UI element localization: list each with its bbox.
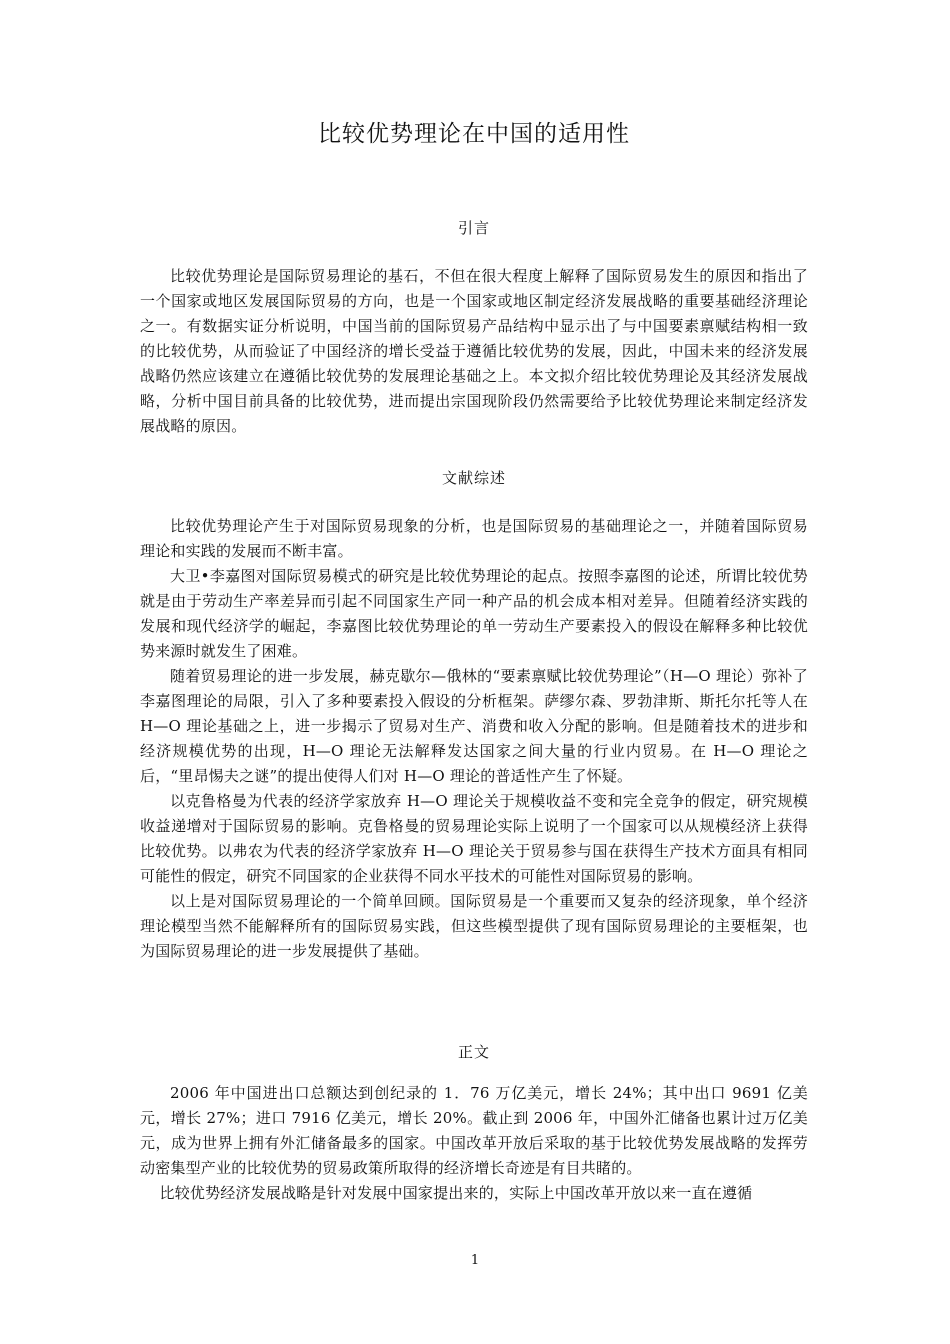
paragraph: 以克鲁格曼为代表的经济学家放弃 H—O 理论关于规模收益不变和完全竞争的假定，研究规模收益递增对于国际贸易的影响。克鲁格曼的贸易理论实际上说明了一个国家可以从规模经济上获得比较优势。以弗农为代表的经济学家放弃 H—O 理论关于贸易参与国在获得生产技术方面具有相同可能性的假定，研究不同国家的企业获得不同水平技术的可能性对国际贸易的影响。	[140, 792, 808, 885]
page-number: 1	[470, 1253, 480, 1268]
paragraph: 2006 年中国进出口总额达到创纪录的 1．76 万亿美元，增长 24%；其中出口 9691 亿美元，增长 27%；进口 7916 亿美元，增长 20%。截止到 2006 年，中国外汇储备也累计过万亿美元，成为世界上拥有外汇储备最多的国家。中国改革开放后采取的基于比较优势发展战略的发挥劳动密集型产业的比较优势的贸易政策所取得的经济增长奇迹是有目共睹的。	[140, 1084, 808, 1177]
section-main-text	[140, 1081, 808, 1206]
section-introduction	[140, 264, 808, 439]
section-heading-main-text: 正文	[457, 1043, 490, 1061]
paragraph: 比较优势理论是国际贸易理论的基石，不但在很大程度上解释了国际贸易发生的原因和指出了一个国家或地区发展国际贸易的方向，也是一个国家或地区制定经济发展战略的重要基础经济理论之一。有数据实证分析说明，中国当前的国际贸易产品结构中显示出了与中国要素禀赋结构相一致的比较优势，从而验证了中国经济的增长受益于遵循比较优势的发展，因此，中国未来的经济发展战略仍然应该建立在遵循比较优势的发展理论基础之上。本文拟介绍比较优势理论及其经济发展战略，分析中国目前具备的比较优势，进而提出宗国现阶段仍然需要给予比较优势理论来制定经济发展战略的原因。	[140, 267, 808, 435]
document-title: 比较优势理论在中国的适用性	[318, 121, 630, 147]
section-heading-introduction: 引言	[457, 219, 490, 237]
paragraph: 比较优势经济发展战略是针对发展中国家提出来的，实际上中国改革开放以来一直在遵循	[159, 1184, 753, 1202]
paragraph: 比较优势理论产生于对国际贸易现象的分析，也是国际贸易的基础理论之一，并随着国际贸易理论和实践的发展而不断丰富。	[140, 517, 808, 560]
paragraph: 随着贸易理论的进一步发展，赫克歇尔—俄林的“要素禀赋比较优势理论”（H—O 理论）弥补了李嘉图理论的局限，引入了多种要素投入假设的分析框架。萨缪尔森、罗勃津斯、斯托尔托等人在 H—O 理论基础之上，进一步揭示了贸易对生产、消费和收入分配的影响。但是随着技术的进步和经济规模优势的出现，H—O 理论无法解释发达国家之间大量的行业内贸易。在 H—O 理论之后，“里昂惕夫之谜”的提出使得人们对 H—O 理论的普适性产生了怀疑。	[140, 667, 808, 785]
section-heading-literature-review: 文献综述	[441, 469, 506, 487]
section-literature-review	[140, 514, 808, 964]
paragraph: 以上是对国际贸易理论的一个简单回顾。国际贸易是一个重要而又复杂的经济现象，单个经济理论模型当然不能解释所有的国际贸易实践，但这些模型提供了现有国际贸易理论的主要框架，也为国际贸易理论的进一步发展提供了基础。	[140, 892, 808, 960]
paragraph: 大卫•李嘉图对国际贸易模式的研究是比较优势理论的起点。按照李嘉图的论述，所谓比较优势就是由于劳动生产率差异而引起不同国家生产同一种产品的机会成本相对差异。但随着经济实践的发展和现代经济学的崛起，李嘉图比较优势理论的单一劳动生产要素投入的假设在解释多种比较优势来源时就发生了困难。	[140, 567, 808, 660]
